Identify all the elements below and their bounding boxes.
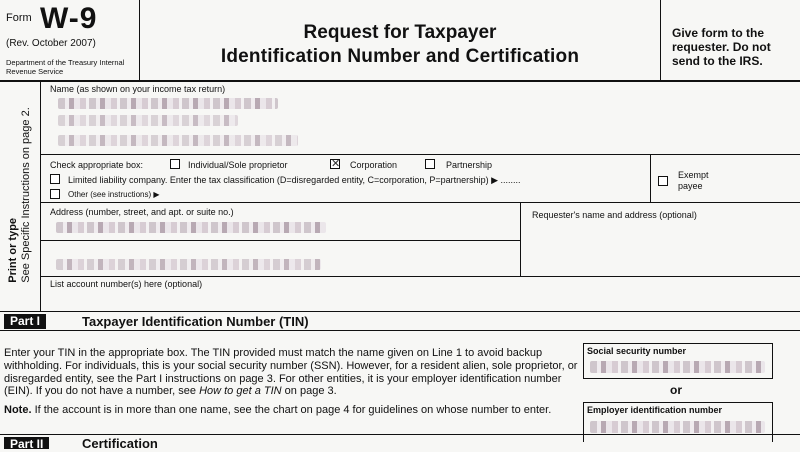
part1-header	[0, 311, 800, 331]
corporation-label: Corporation	[350, 160, 398, 170]
check-box-label: Check appropriate box:	[50, 160, 144, 170]
part1-tag: Part I	[4, 314, 46, 329]
part1-para1-end: on page 3.	[284, 385, 337, 398]
part1-note	[4, 404, 579, 417]
exempt-divider	[650, 154, 651, 202]
other-label: Other (see instructions) ▶	[68, 190, 160, 199]
side-text	[7, 107, 33, 283]
corporation-checkbox[interactable]	[330, 159, 340, 169]
side-line1: Print or type	[7, 217, 19, 283]
side-line2: See Specific Instructions on page 2.	[20, 107, 32, 283]
name-value-redacted[interactable]	[58, 98, 278, 109]
form-number: W-9	[40, 2, 98, 35]
instruction-text: Give form to the requester. Do not send to the IRS.	[672, 26, 771, 68]
note-text: If the account is in more than one name, see the chart on page 4 for guidelines on whose number to enter.	[34, 404, 552, 416]
requester-label: Requester's name and address (optional)	[532, 210, 697, 220]
part2-title: Certification	[82, 436, 158, 451]
part2-header	[0, 434, 800, 451]
form-header	[0, 0, 800, 82]
name-value-redacted-2	[58, 115, 238, 126]
other-checkbox[interactable]	[50, 189, 60, 199]
form-id-block	[0, 0, 140, 82]
ssn-label: Social security number	[587, 346, 687, 356]
ssn-box[interactable]	[583, 343, 773, 379]
instruction-block	[660, 0, 800, 82]
title-line2: Identification Number and Certification	[220, 46, 580, 67]
name-bottom-line	[40, 154, 800, 155]
form-word: Form	[6, 12, 32, 24]
side-instructions	[0, 82, 40, 308]
ein-value-redacted[interactable]	[590, 421, 765, 433]
ssn-value-redacted[interactable]	[590, 361, 765, 373]
form-title	[140, 0, 660, 82]
or-label: or	[670, 383, 682, 397]
name-label: Name (as shown on your income tax return)	[50, 84, 226, 94]
part1-instructions	[4, 347, 579, 398]
address-label: Address (number, street, and apt. or suite no.)	[50, 207, 234, 217]
exempt-label-2: payee	[678, 181, 703, 191]
note-label: Note.	[4, 404, 32, 416]
part2-tag: Part II	[4, 437, 49, 449]
address-bottom-line	[40, 240, 520, 241]
classification-bottom-line	[40, 202, 800, 203]
how-to-get-tin: How to get a TIN	[199, 385, 282, 398]
department: Department of the Treasury Internal Revenue Service	[6, 58, 125, 76]
business-name-redacted[interactable]	[58, 135, 298, 146]
part1-para1: Enter your TIN in the appropriate box. The TIN provided must match the name given on Line 1 to avoid backup withholding. For individuals, this is your social security number (SSN). However, for a resident alien, sole proprietor, or disregarded entity, see the Part I instructions on page 3. For other entities, it is your employer identification number (EIN). If you do not have a number, see	[4, 347, 578, 398]
account-label: List account number(s) here (optional)	[50, 279, 203, 289]
partnership-checkbox[interactable]	[425, 159, 435, 169]
address-value-redacted[interactable]	[56, 222, 326, 233]
llc-label: Limited liability company. Enter the tax classification (D=disregarded entity, C=corporation, P=partnership) ▶ ........	[68, 175, 521, 185]
individual-checkbox[interactable]	[170, 159, 180, 169]
title-line1: Request for Taxpayer	[303, 22, 497, 43]
exempt-label-1: Exempt	[678, 170, 709, 180]
form-revision: (Rev. October 2007)	[6, 38, 96, 49]
exempt-payee-checkbox[interactable]	[658, 176, 668, 186]
ein-label: Employer identification number	[587, 405, 723, 415]
llc-checkbox[interactable]	[50, 174, 60, 184]
partnership-label: Partnership	[446, 160, 493, 170]
individual-label: Individual/Sole proprietor	[188, 160, 288, 170]
city-state-zip-redacted[interactable]	[56, 259, 321, 270]
requester-divider	[520, 202, 521, 276]
part1-title: Taxpayer Identification Number (TIN)	[82, 314, 309, 329]
city-bottom-line	[40, 276, 800, 277]
